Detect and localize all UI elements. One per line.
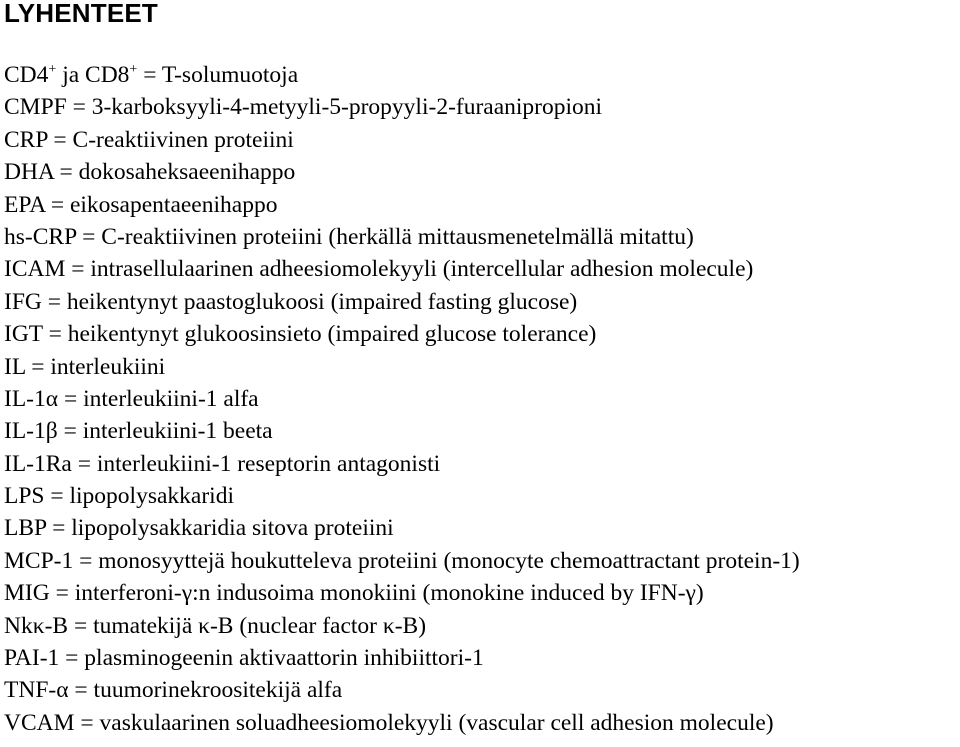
superscript: + bbox=[129, 62, 138, 78]
abbreviation-definition: = lipopolysakkaridia sitova proteiini bbox=[46, 515, 394, 542]
abbreviation-term: LBP bbox=[4, 515, 47, 542]
abbreviation-term: IL-1α bbox=[4, 385, 59, 412]
list-item bbox=[4, 318, 800, 350]
abbreviation-definition: = intrasellulaarinen adheesiomolekyyli (intercellular adhesion molecule) bbox=[65, 256, 754, 283]
abbreviation-term: MIG bbox=[4, 580, 50, 607]
list-item bbox=[4, 610, 800, 642]
abbreviation-term: hs-CRP bbox=[4, 223, 77, 250]
abbreviation-definition: = plasminogeenin aktivaattorin inhibiittori-1 bbox=[59, 645, 484, 672]
list-item bbox=[4, 577, 800, 609]
abbreviation-term: MCP-1 bbox=[4, 547, 74, 574]
list-item bbox=[4, 383, 800, 415]
list-item bbox=[4, 351, 800, 383]
abbreviation-definition: = tumatekijä κ-B (nuclear factor κ-B) bbox=[68, 612, 427, 639]
list-item bbox=[4, 707, 800, 739]
list-item bbox=[4, 189, 800, 221]
list-item bbox=[4, 415, 800, 447]
abbreviation-term: IL bbox=[4, 353, 26, 380]
list-item bbox=[4, 512, 800, 544]
abbreviation-term: IFG bbox=[4, 288, 42, 315]
abbreviation-definition: = heikentynyt glukoosinsieto (impaired glucose tolerance) bbox=[42, 321, 597, 348]
abbreviation-term: CRP bbox=[4, 126, 48, 153]
superscript: + bbox=[48, 62, 57, 78]
list-item bbox=[4, 124, 800, 156]
abbreviation-definition: = heikentynyt paastoglukoosi (impaired fasting glucose) bbox=[41, 288, 578, 315]
abbreviation-term: CD4 bbox=[4, 62, 49, 88]
abbreviation-list bbox=[4, 59, 800, 739]
abbreviation-definition: = interleukiini-1 beeta bbox=[57, 418, 273, 445]
list-item bbox=[4, 59, 800, 91]
abbreviation-definition: = interleukiini-1 alfa bbox=[58, 385, 259, 412]
abbreviation-term: EPA bbox=[4, 191, 45, 218]
abbreviation-definition: = eikosapentaeenihappo bbox=[44, 191, 278, 218]
abbreviation-definition: = interleukiini bbox=[25, 353, 166, 380]
list-item bbox=[4, 480, 800, 512]
abbreviation-term: ja CD8 bbox=[56, 62, 130, 88]
abbreviation-term: CMPF bbox=[4, 94, 67, 121]
abbreviation-definition: = tuumorinekroositekijä alfa bbox=[68, 677, 343, 704]
abbreviation-term: Nkκ-B bbox=[4, 612, 69, 639]
list-item bbox=[4, 674, 800, 706]
abbreviation-definition: = vaskulaarinen soluadheesiomolekyyli (vascular cell adhesion molecule) bbox=[74, 709, 774, 736]
abbreviation-term: VCAM bbox=[4, 709, 75, 736]
abbreviation-definition: = C-reaktiivinen proteiini bbox=[47, 126, 294, 153]
page-title: LYHENTEET bbox=[4, 0, 158, 28]
abbreviation-term: LPS bbox=[4, 483, 45, 510]
abbreviation-definition: = dokosaheksaeenihappo bbox=[53, 159, 296, 186]
abbreviation-term: DHA bbox=[4, 159, 54, 186]
abbreviation-term: PAI-1 bbox=[4, 645, 60, 672]
abbreviation-term: IL-1β bbox=[4, 418, 58, 445]
list-item bbox=[4, 642, 800, 674]
abbreviation-definition: = interleukiini-1 reseptorin antagonisti bbox=[71, 450, 441, 477]
abbreviation-term: IL-1Ra bbox=[4, 450, 72, 477]
abbreviation-definition: = monosyyttejä houkutteleva proteiini (monocyte chemoattractant protein-1) bbox=[73, 547, 800, 574]
abbreviation-term: TNF-α bbox=[4, 677, 69, 704]
abbreviation-definition: = lipopolysakkaridi bbox=[44, 483, 234, 510]
abbreviation-term: ICAM bbox=[4, 256, 66, 283]
abbreviation-definition: = T-solumuotoja bbox=[137, 62, 299, 88]
abbreviation-definition: = interferoni-γ:n indusoima monokiini (monokine induced by IFN-γ) bbox=[49, 580, 704, 607]
list-item bbox=[4, 253, 800, 285]
list-item bbox=[4, 91, 800, 123]
abbreviation-term: IGT bbox=[4, 321, 43, 348]
abbreviation-definition: = C-reaktiivinen proteiini (herkällä mittausmenetelmällä mitattu) bbox=[76, 223, 694, 250]
abbreviation-definition: = 3-karboksyyli-4-metyyli-5-propyyli-2-furaanipropioni bbox=[66, 94, 603, 121]
list-item bbox=[4, 448, 800, 480]
list-item bbox=[4, 545, 800, 577]
list-item bbox=[4, 156, 800, 188]
list-item bbox=[4, 221, 800, 253]
list-item bbox=[4, 286, 800, 318]
